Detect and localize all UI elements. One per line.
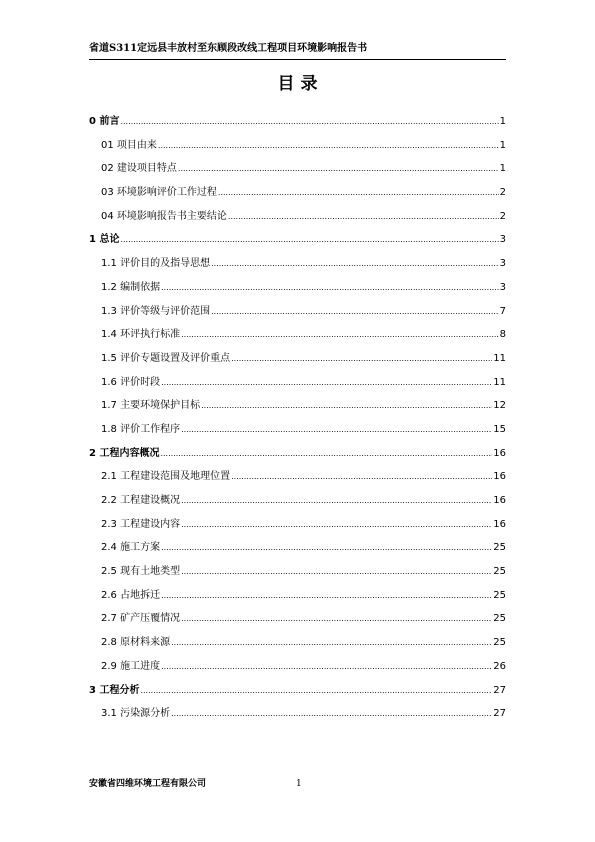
toc-entry-label: 03 环境影响评价工作过程 [101, 187, 217, 199]
toc-entry-page-number: 25 [493, 637, 506, 649]
toc-entry[interactable] [89, 181, 506, 205]
toc-entry-label: 1.8 评价工作程序 [101, 423, 181, 435]
toc-leader-dots [161, 276, 499, 300]
toc-entry-page-number: 25 [493, 613, 506, 625]
toc-entry-page-number: 3 [499, 234, 506, 246]
toc-entry[interactable] [89, 157, 506, 181]
toc-entry-label: 3.1 污染源分析 [101, 708, 171, 720]
toc-leader-dots [161, 584, 492, 608]
toc-entry-page-number: 12 [493, 400, 506, 412]
toc-entry-label: 3 工程分析 [89, 684, 140, 696]
toc-entry-page-number: 7 [499, 305, 506, 317]
toc-entry[interactable] [89, 418, 506, 442]
page-footer [89, 777, 506, 793]
toc-entry[interactable] [89, 702, 506, 726]
toc-entry[interactable] [89, 631, 506, 655]
toc-entry[interactable] [89, 323, 506, 347]
toc-entry-label: 1.4 环评执行标准 [101, 329, 181, 341]
toc-entry-page-number: 16 [493, 495, 506, 506]
toc-entry[interactable] [89, 536, 506, 560]
toc-leader-dots [181, 607, 492, 631]
toc-entry[interactable] [89, 584, 506, 608]
toc-entry-page-number: 2 [499, 187, 506, 199]
toc-entry[interactable] [89, 560, 506, 584]
table-of-contents [89, 110, 506, 726]
toc-entry-label: 1.6 评价时段 [101, 376, 161, 388]
toc-entry-page-number: 3 [499, 258, 506, 270]
toc-leader-dots [161, 536, 492, 560]
toc-entry-page-number: 25 [493, 589, 506, 601]
toc-entry-page-number: 1 [499, 116, 506, 127]
toc-entry-label: 2.2 工程建设概况 [101, 495, 181, 506]
toc-leader-dots [231, 347, 492, 371]
toc-entry-label: 1.1 评价目的及指导思想 [101, 258, 211, 270]
toc-leader-dots [171, 702, 492, 726]
toc-entry-page-number: 25 [493, 566, 506, 578]
toc-leader-dots [161, 655, 492, 679]
toc-leader-dots [181, 560, 492, 584]
toc-entry-page-number: 25 [493, 542, 506, 554]
toc-entry[interactable] [89, 679, 506, 703]
toc-entry[interactable] [89, 252, 506, 276]
running-header [89, 42, 506, 60]
toc-entry-label: 2.1 工程建设范围及地理位置 [101, 471, 231, 483]
toc-entry-page-number: 27 [493, 684, 506, 696]
toc-entry-page-number: 27 [493, 708, 506, 720]
toc-entry-label: 2.8 原材料来源 [101, 637, 171, 649]
toc-entry-label: 1.5 评价专题设置及评价重点 [101, 352, 231, 364]
toc-leader-dots [161, 371, 492, 395]
toc-leader-dots [181, 323, 499, 347]
toc-entry-page-number: 26 [493, 660, 506, 672]
toc-entry-page-number: 3 [499, 281, 506, 293]
toc-leader-dots [211, 252, 499, 276]
toc-leader-dots [181, 418, 492, 442]
toc-entry-label: 2.9 施工进度 [101, 660, 161, 672]
toc-leader-dots [158, 134, 499, 158]
toc-entry-label: 1.3 评价等级与评价范围 [101, 305, 211, 317]
toc-entry-page-number: 8 [499, 329, 506, 341]
toc-leader-dots [160, 442, 492, 466]
toc-entry[interactable] [89, 394, 506, 418]
toc-entry-label: 1.7 主要环境保护目标 [101, 400, 201, 412]
toc-leader-dots [140, 679, 492, 703]
toc-entry-label: 2.5 现有土地类型 [101, 566, 181, 578]
toc-entry[interactable] [89, 513, 506, 537]
running-header-text: 省道S311定远县丰放村至东顾段改线工程项目环境影响报告书 [89, 43, 368, 54]
toc-entry-page-number: 2 [499, 210, 506, 222]
toc-leader-dots [120, 110, 498, 134]
toc-entry-label: 02 建设项目特点 [101, 163, 177, 175]
toc-entry[interactable] [89, 110, 506, 134]
toc-entry-label: 2.6 占地拆迁 [101, 589, 161, 601]
toc-leader-dots [171, 631, 492, 655]
toc-entry-label: 2.7 矿产压覆情况 [101, 613, 181, 625]
toc-leader-dots [231, 465, 492, 489]
toc-entry-page-number: 11 [493, 352, 506, 364]
toc-entry-page-number: 16 [493, 518, 506, 530]
toc-entry-label: 2.4 施工方案 [101, 542, 161, 554]
toc-leader-dots [120, 228, 498, 252]
toc-entry[interactable] [89, 347, 506, 371]
toc-leader-dots [181, 489, 492, 513]
toc-entry[interactable] [89, 655, 506, 679]
footer-company: 安徽省四维环境工程有限公司 [89, 779, 207, 789]
toc-entry-page-number: 16 [493, 471, 506, 483]
toc-entry-label: 1.2 编制依据 [101, 281, 161, 293]
toc-leader-dots [178, 157, 499, 181]
toc-entry[interactable] [89, 134, 506, 158]
toc-entry[interactable] [89, 489, 506, 513]
toc-entry-label: 2.3 工程建设内容 [101, 518, 181, 530]
toc-entry[interactable] [89, 465, 506, 489]
toc-leader-dots [201, 394, 492, 418]
page-title: 目 录 [277, 74, 318, 94]
toc-entry-page-number: 1 [499, 163, 506, 175]
toc-leader-dots [218, 181, 499, 205]
toc-entry[interactable] [89, 442, 506, 466]
toc-entry[interactable] [89, 205, 506, 229]
toc-entry-page-number: 11 [493, 376, 506, 388]
toc-entry-label: 2 工程内容概况 [89, 447, 160, 459]
toc-entry-page-number: 16 [493, 447, 506, 459]
toc-entry[interactable] [89, 607, 506, 631]
toc-entry[interactable] [89, 228, 506, 252]
footer-page-number: 1 [296, 779, 302, 789]
toc-leader-dots [211, 300, 499, 324]
toc-leader-dots [181, 513, 492, 537]
toc-entry[interactable] [89, 371, 506, 395]
toc-entry-page-number: 15 [493, 423, 506, 435]
toc-entry-label: 1 总论 [89, 234, 120, 246]
toc-entry[interactable] [89, 300, 506, 324]
toc-entry-label: 01 项目由来 [101, 139, 157, 151]
toc-leader-dots [228, 205, 499, 229]
toc-entry-page-number: 1 [499, 139, 506, 151]
toc-entry-label: 04 环境影响报告书主要结论 [101, 210, 227, 222]
toc-entry-label: 0 前言 [89, 116, 120, 127]
toc-entry[interactable] [89, 276, 506, 300]
